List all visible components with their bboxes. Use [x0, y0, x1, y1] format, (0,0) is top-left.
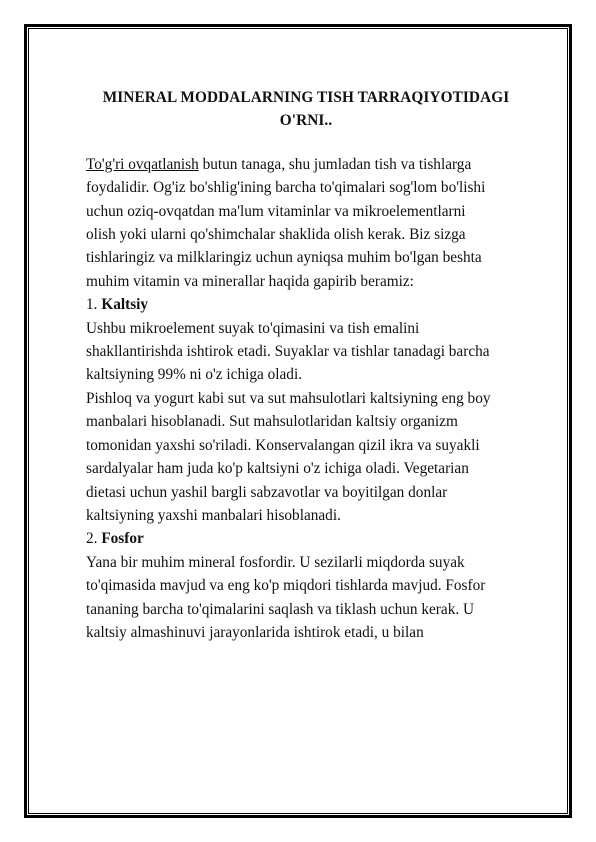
document-title [86, 86, 526, 133]
section-line: Ushbu mikroelement suyak to'qimasini va tish emalini [86, 319, 420, 337]
intro-line: uchun oziq-ovqatdan ma'lum vitaminlar va mikroelementlarni [86, 202, 466, 220]
section-line: manbalari hisoblanadi. Sut mahsulotlaridan kaltsiy organizm [86, 413, 458, 431]
section-number: 1. [86, 296, 98, 314]
title-line-1: MINERAL MODDALARNING TISH TARRAQIYOTIDAGI [102, 89, 510, 106]
intro-line-rest: butun tanaga, shu jumladan tish va tishlarga [198, 155, 472, 173]
section-fosfor [86, 527, 526, 644]
section-line: shakllantirishda ishtirok etadi. Suyaklar va tishlar tanadagi barcha [86, 343, 490, 361]
intro-line [86, 153, 526, 176]
section-heading [86, 293, 526, 316]
section-line: sardalyalar ham juda ko'p kaltsiyni o'z ichiga oladi. Vegetarian [86, 460, 469, 478]
section-line: kaltsiyning yaxshi manbalari hisoblanadi. [86, 506, 341, 524]
intro-paragraph [86, 153, 526, 293]
title-line-2: O'RNI.. [279, 112, 333, 130]
section-heading [86, 527, 526, 550]
section-line: tomonidan yaxshi so'riladi. Konservalangan qizil ikra va suyakli [86, 436, 480, 454]
section-kaltsiy [86, 293, 526, 527]
intro-line: muhim vitamin va minerallar haqida gapirib beramiz: [86, 272, 414, 290]
section-line: Pishloq va yogurt kabi sut va sut mahsulotlari kaltsiyning eng boy [86, 389, 491, 407]
section-line: kaltsiyning 99% ni o'z ichiga oladi. [86, 366, 303, 384]
section-number: 2. [86, 530, 98, 548]
section-line: tananing barcha to'qimalarini saqlash va tiklash uchun kerak. U [86, 600, 475, 618]
intro-link[interactable]: To'g'ri ovqatlanish [86, 155, 199, 173]
intro-line: foydalidir. Og'iz bo'shlig'ining barcha to'qimalari sog'lom bo'lishi [86, 179, 486, 197]
intro-line: olish yoki ularni qo'shimchalar shaklida olish kerak. Biz sizga [86, 226, 466, 244]
section-line: dietasi uchun yashil bargli sabzavotlar va boyitilgan donlar [86, 483, 448, 501]
section-line: to'qimasida mavjud va eng ko'p miqdori tishlarda mavjud. Fosfor [86, 577, 486, 595]
section-title: Kaltsiy [101, 296, 149, 314]
section-line: Yana bir muhim mineral fosfordir. U sezilarli miqdorda suyak [86, 553, 465, 571]
intro-line: tishlaringiz va milklaringiz uchun ayniqsa muhim bo'lgan beshta [86, 249, 482, 267]
section-line: kaltsiy almashinuvi jarayonlarida ishtirok etadi, u bilan [86, 623, 424, 641]
title-spacer [86, 133, 526, 153]
document-body [86, 86, 526, 644]
section-title: Fosfor [101, 530, 144, 548]
